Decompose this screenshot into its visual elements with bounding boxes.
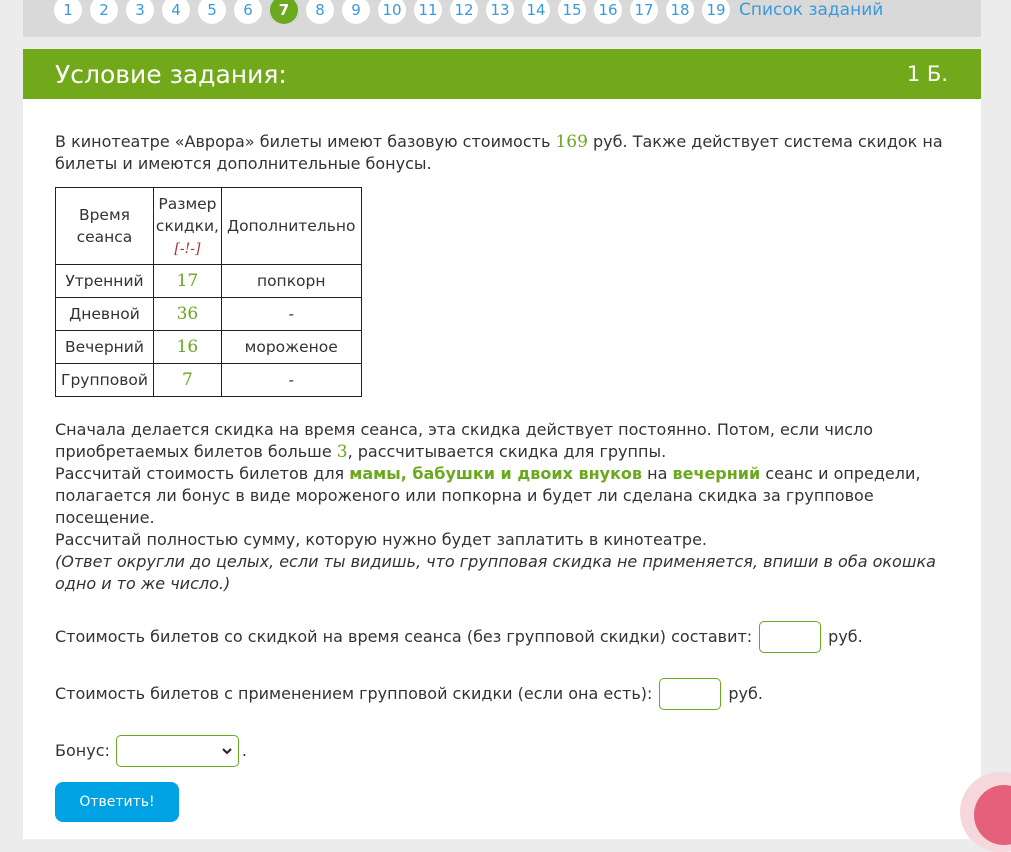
task-points: 1 Б. [906,62,948,86]
table-row [56,265,362,298]
bell-icon [974,785,1011,845]
question-2 [55,678,949,710]
task-description [55,419,949,595]
page-1[interactable]: 1 [54,0,82,24]
intro-part1: В кинотеатре «Аврора» билеты имеют базовую стоимость [55,132,556,151]
discount-table [55,187,362,397]
cell-time: Дневной [56,298,154,331]
intro-text [55,131,949,175]
task-list-link[interactable]: Список заданий [739,0,884,20]
page-7-current[interactable]: 7 [270,0,298,24]
p3: Рассчитай полностью сумму, которую нужно будет заплатить в кинотеатре. [55,530,708,549]
page-list [54,0,883,24]
task-navigation [23,0,981,37]
header-discount-text: Размер скидки, [155,194,219,235]
page-9[interactable]: 9 [342,0,370,24]
session-time: вечерний [672,464,761,483]
group-threshold: 3 [336,442,348,462]
cell-discount: 16 [153,331,221,364]
rounding-note: (Ответ округли до целых, если ты видишь, что групповая скидка не применяется, впиши в оба окошка одно и то же число.) [55,552,936,593]
p2c: сеанс и определи, полагается ли бонус в виде мороженого или попкорна и будет ли сделана скидка за групповое посещение. [55,464,921,527]
page-15[interactable]: 15 [558,0,586,24]
q2-answer-input[interactable] [659,678,721,710]
page-3[interactable]: 3 [126,0,154,24]
cell-extra: - [221,298,361,331]
base-price: 169 [555,132,588,152]
page-8[interactable]: 8 [306,0,334,24]
p2a: Рассчитай стоимость билетов для [55,464,350,483]
submit-button[interactable]: Ответить! [55,782,179,822]
group-members: мамы, бабушки и двоих внуков [349,464,643,483]
bonus-suffix: . [241,741,247,760]
page-4[interactable]: 4 [162,0,190,24]
page-14[interactable]: 14 [522,0,550,24]
page-5[interactable]: 5 [198,0,226,24]
bonus-select[interactable] [116,735,239,767]
header-session-time: Время сеанса [56,188,154,265]
discount-unit-symbol: [-!-] [174,240,201,257]
q2-unit: руб. [728,684,763,703]
cell-discount: 17 [153,265,221,298]
table-row [56,331,362,364]
q2-label: Стоимость билетов с применением групповой скидки (если она есть): [55,684,653,703]
task-header [23,49,981,99]
p1b: , рассчитывается скидка для группы. [347,442,667,461]
page-13[interactable]: 13 [486,0,514,24]
chevron-down-icon [222,747,232,755]
page-2[interactable]: 2 [90,0,118,24]
cell-time: Вечерний [56,331,154,364]
page-16[interactable]: 16 [594,0,622,24]
table-header-row [56,188,362,265]
q1-unit: руб. [828,627,863,646]
task-title: Условие задания: [55,59,287,89]
page-6[interactable]: 6 [234,0,262,24]
cell-discount: 7 [153,364,221,397]
p1a: Сначала делается скидка на время сеанса, эта скидка действует постоянно. Потом, если число приобретаемых билетов больше [55,420,874,461]
page-11[interactable]: 11 [414,0,442,24]
cell-extra: - [221,364,361,397]
page-17[interactable]: 17 [630,0,658,24]
page-10[interactable]: 10 [378,0,406,24]
cell-discount: 36 [153,298,221,331]
question-bonus [55,735,949,767]
table-row [56,298,362,331]
page-19[interactable]: 19 [702,0,730,24]
header-discount [153,188,221,265]
header-extra: Дополнительно [221,188,361,265]
table-row [56,364,362,397]
intro-part2: руб. Также действует система скидок на билеты и имеются дополнительные бонусы. [55,132,943,173]
cell-extra: попкорн [221,265,361,298]
page-18[interactable]: 18 [666,0,694,24]
q1-answer-input[interactable] [759,621,821,653]
q1-label: Стоимость билетов со скидкой на время сеанса (без групповой скидки) составит: [55,627,753,646]
cell-time: Групповой [56,364,154,397]
task-card [23,49,981,839]
task-content [23,99,981,767]
cell-time: Утренний [56,265,154,298]
bonus-label: Бонус: [55,741,110,760]
page-12[interactable]: 12 [450,0,478,24]
question-1 [55,621,949,653]
p2b: на [642,464,673,483]
cell-extra: мороженое [221,331,361,364]
